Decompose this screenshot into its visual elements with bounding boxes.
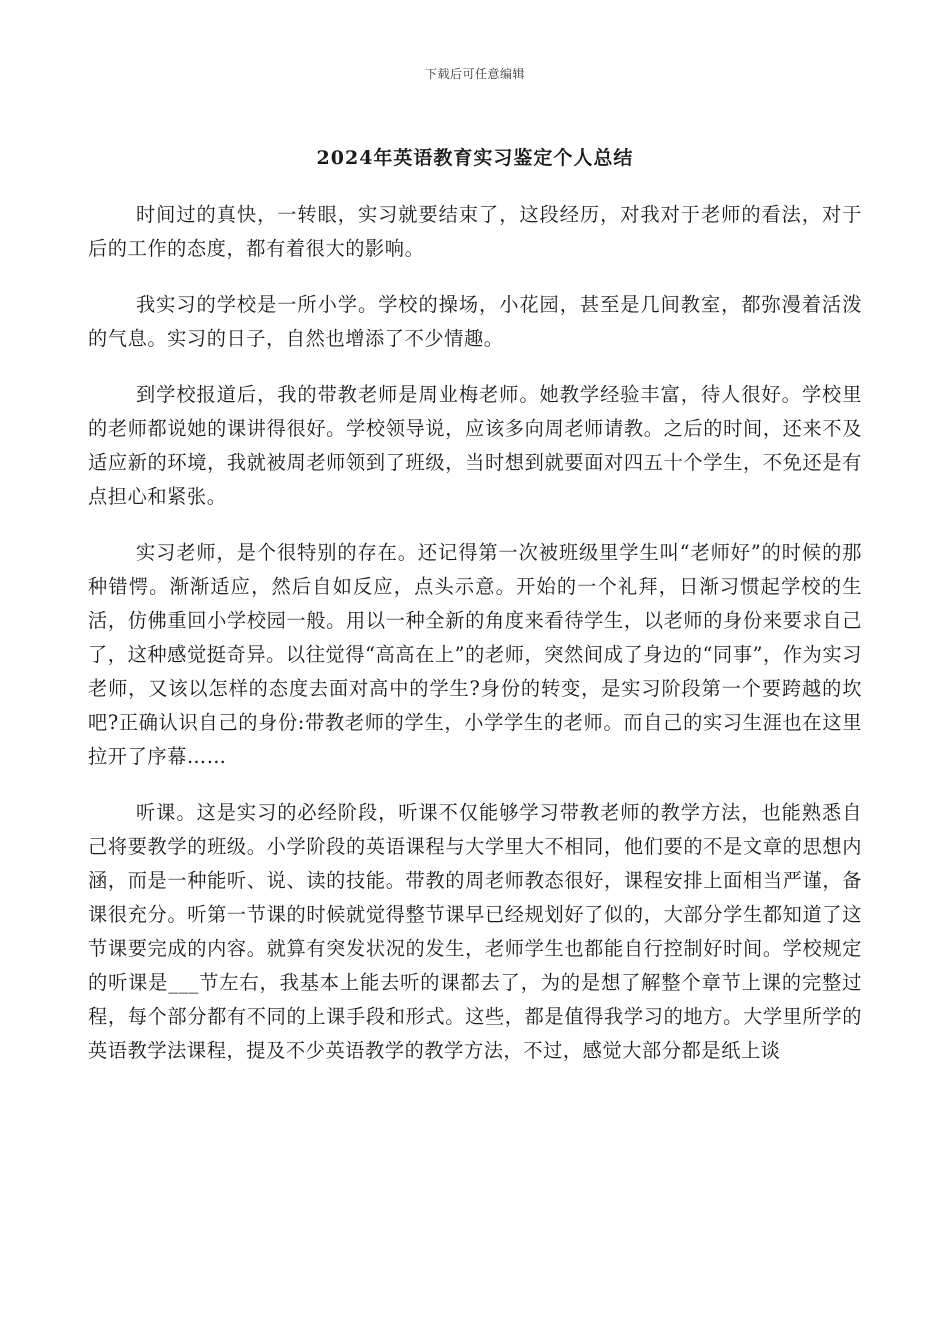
header-note: 下载后可任意编辑 — [424, 67, 525, 81]
document-title: 2024年英语教育实习鉴定个人总结 — [316, 147, 634, 169]
paragraph-5: 听课。这是实习的必经阶段，听课不仅能够学习带教老师的教学方法，也能熟悉自己将要教学的班级。小学阶段的英语课程与大学里大不相同，他们要的不是文章的思想内涵，而是一种能听、说、读的技能。带教的周老师教态很好，课程安排上面相当严谨，备课很充分。听第一节课的时候就觉得整节课早已经规划好了似的，大部分学生都知道了这节课要完成的内容。就算有突发状况的发生，老师学生也都能自行控制好时间。学校规定的听课是___节左右，我基本上能去听的课都去了，为的是想了解整个章节上课的完整过程，每个部分都有不同的上课手段和形式。这些，都是值得我学习的地方。大学里所学的英语教学法课程，提及不少英语教学的教学方法，不过，感觉大部分都是纸上谈 — [88, 801, 862, 1062]
document-body — [88, 198, 862, 1090]
paragraph-2: 我实习的学校是一所小学。学校的操场，小花园，甚至是几间教室，都弥漫着活泼的气息。实习的日子，自然也增添了不少情趣。 — [88, 293, 862, 350]
paragraph-4: 实习老师，是个很特别的存在。还记得第一次被班级里学生叫“老师好”的时候的那种错愕。渐渐适应，然后自如反应，点头示意。开始的一个礼拜，日渐习惯起学校的生活，仿佛重回小学校园一般。用以一种全新的角度来看待学生，以老师的身份来要求自己了，这种感觉挺奇异。以往觉得“高高在上”的老师，突然间成了身边的“同事”，作为实习老师，又该以怎样的态度去面对高中的学生?身份的转变，是实习阶段第一个要跨越的坎吧?正确认识自己的身份:带教老师的学生，小学学生的老师。而自己的实习生涯也在这里拉开了序幕…… — [88, 541, 862, 768]
paragraph-1: 时间过的真快，一转眼，实习就要结束了，这段经历，对我对于老师的看法，对于后的工作的态度，都有着很大的影响。 — [88, 203, 862, 260]
paragraph-3: 到学校报道后，我的带教老师是周业梅老师。她教学经验丰富，待人很好。学校里的老师都说她的课讲得很好。学校领导说，应该多向周老师请教。之后的时间，还来不及适应新的环境，我就被周老师领到了班级，当时想到就要面对四五十个学生，不免还是有点担心和紧张。 — [88, 383, 862, 508]
